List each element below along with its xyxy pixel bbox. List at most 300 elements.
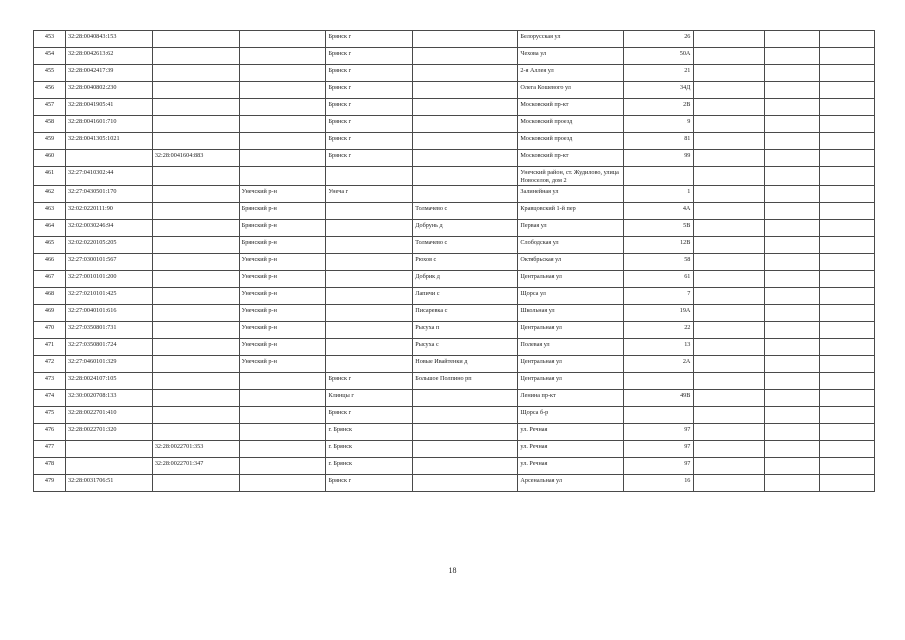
cell-house-number: 5В [623, 220, 694, 237]
cell-house-number: 4А [623, 203, 694, 220]
cell-extra-col-c [820, 441, 875, 458]
cell-settlement: Писаревка с [413, 305, 518, 322]
cell-cadastral-number: 32:28:0041601:710 [65, 116, 152, 133]
cell-extra-col-c [820, 373, 875, 390]
cell-city: Брянск г [326, 150, 413, 167]
cell-street: Московский проезд [518, 133, 623, 150]
cell-extra-col-c [820, 116, 875, 133]
cell-row-index: 453 [34, 31, 66, 48]
cell-street: Первая ул [518, 220, 623, 237]
cell-street: Щорса б-р [518, 407, 623, 424]
cell-linked-cadastral-number [152, 31, 239, 48]
cell-cadastral-number: 32:27:0040101:616 [65, 305, 152, 322]
cell-linked-cadastral-number [152, 322, 239, 339]
cell-district [239, 475, 326, 492]
cell-settlement [413, 48, 518, 65]
table-row [34, 99, 875, 116]
table-row [34, 288, 875, 305]
cell-extra-col-c [820, 31, 875, 48]
cell-settlement [413, 65, 518, 82]
cell-settlement [413, 31, 518, 48]
cell-extra-col-b [765, 150, 820, 167]
cell-district: Унечский р-н [239, 254, 326, 271]
cell-district [239, 407, 326, 424]
cell-extra-col-a [694, 390, 765, 407]
cell-cadastral-number: 32:27:0410302:44 [65, 167, 152, 186]
cell-district: Унечский р-н [239, 305, 326, 322]
cell-city [326, 322, 413, 339]
cell-settlement: Рысуха с [413, 339, 518, 356]
cell-extra-col-b [765, 356, 820, 373]
cell-cadastral-number: 32:28:0031706:51 [65, 475, 152, 492]
cell-settlement: Лапичи с [413, 288, 518, 305]
cell-city: Брянск г [326, 31, 413, 48]
cell-extra-col-b [765, 390, 820, 407]
cell-extra-col-b [765, 305, 820, 322]
cell-district [239, 424, 326, 441]
cell-row-index: 464 [34, 220, 66, 237]
table-row [34, 424, 875, 441]
cell-district [239, 390, 326, 407]
table-row [34, 220, 875, 237]
table-row [34, 82, 875, 99]
cell-district: Унечский р-н [239, 288, 326, 305]
cell-linked-cadastral-number: 32:28:0022701:353 [152, 441, 239, 458]
cell-extra-col-a [694, 424, 765, 441]
cell-cadastral-number: 32:27:0350801:731 [65, 322, 152, 339]
cell-cadastral-number: 32:28:0040802:230 [65, 82, 152, 99]
cell-linked-cadastral-number [152, 116, 239, 133]
cell-city [326, 271, 413, 288]
table-row [34, 254, 875, 271]
table-row [34, 186, 875, 203]
cell-settlement [413, 441, 518, 458]
cell-row-index: 466 [34, 254, 66, 271]
cell-city: Брянск г [326, 475, 413, 492]
cell-city [326, 356, 413, 373]
cell-row-index: 461 [34, 167, 66, 186]
cell-cadastral-number: 32:02:0220111:90 [65, 203, 152, 220]
table-row [34, 441, 875, 458]
cell-house-number: 58 [623, 254, 694, 271]
cell-row-index: 467 [34, 271, 66, 288]
cell-settlement [413, 424, 518, 441]
cell-extra-col-a [694, 441, 765, 458]
cell-settlement [413, 458, 518, 475]
cell-extra-col-c [820, 82, 875, 99]
table-row [34, 373, 875, 390]
cell-row-index: 460 [34, 150, 66, 167]
cell-house-number: 13 [623, 339, 694, 356]
cell-settlement [413, 150, 518, 167]
cell-street: Олега Кошевого ул [518, 82, 623, 99]
cell-house-number: 50А [623, 48, 694, 65]
cell-extra-col-a [694, 82, 765, 99]
cell-extra-col-c [820, 356, 875, 373]
cell-row-index: 465 [34, 237, 66, 254]
cell-extra-col-b [765, 220, 820, 237]
cell-extra-col-b [765, 475, 820, 492]
cell-linked-cadastral-number [152, 133, 239, 150]
cell-settlement [413, 407, 518, 424]
cell-extra-col-a [694, 150, 765, 167]
cell-linked-cadastral-number [152, 475, 239, 492]
cell-house-number: 34Д [623, 82, 694, 99]
cell-settlement: Толмачево с [413, 237, 518, 254]
cell-linked-cadastral-number [152, 254, 239, 271]
cell-district: Брянский р-н [239, 203, 326, 220]
cell-linked-cadastral-number [152, 65, 239, 82]
cell-extra-col-c [820, 271, 875, 288]
table-row [34, 237, 875, 254]
cell-city [326, 288, 413, 305]
cell-settlement [413, 390, 518, 407]
cell-house-number: 9 [623, 116, 694, 133]
cell-row-index: 456 [34, 82, 66, 99]
cell-house-number: 7 [623, 288, 694, 305]
cell-street: Полевая ул [518, 339, 623, 356]
cell-district [239, 31, 326, 48]
cell-city: Брянск г [326, 99, 413, 116]
cell-extra-col-a [694, 458, 765, 475]
table-row [34, 167, 875, 186]
cell-linked-cadastral-number [152, 220, 239, 237]
cell-house-number: 97 [623, 424, 694, 441]
cell-extra-col-b [765, 322, 820, 339]
cell-cadastral-number: 32:28:0022701:410 [65, 407, 152, 424]
cell-house-number: 26 [623, 31, 694, 48]
cell-house-number: 2А [623, 356, 694, 373]
cell-cadastral-number: 32:27:0460101:329 [65, 356, 152, 373]
cell-street: Белорусская ул [518, 31, 623, 48]
cell-city: г. Брянск [326, 424, 413, 441]
table-row [34, 271, 875, 288]
cell-street: ул. Речная [518, 424, 623, 441]
cell-street: Слободская ул [518, 237, 623, 254]
cell-settlement: Рысуха п [413, 322, 518, 339]
table-row [34, 390, 875, 407]
cell-city: Брянск г [326, 373, 413, 390]
cell-city: Брянск г [326, 65, 413, 82]
cell-linked-cadastral-number [152, 99, 239, 116]
cell-extra-col-c [820, 133, 875, 150]
cell-extra-col-c [820, 99, 875, 116]
table-body [34, 31, 875, 492]
cell-extra-col-b [765, 116, 820, 133]
cell-extra-col-a [694, 356, 765, 373]
cell-extra-col-c [820, 407, 875, 424]
cell-cadastral-number [65, 441, 152, 458]
cell-linked-cadastral-number [152, 203, 239, 220]
cell-linked-cadastral-number [152, 339, 239, 356]
table-row [34, 356, 875, 373]
table-row [34, 48, 875, 65]
cell-district [239, 99, 326, 116]
cell-extra-col-c [820, 424, 875, 441]
property-table [33, 30, 875, 492]
cell-extra-col-c [820, 390, 875, 407]
cell-street: Московский пр-кт [518, 150, 623, 167]
cell-extra-col-b [765, 99, 820, 116]
cell-extra-col-a [694, 116, 765, 133]
cell-street: Школьная ул [518, 305, 623, 322]
cell-settlement: Большое Полпино рп [413, 373, 518, 390]
cell-street: Чехова ул [518, 48, 623, 65]
cell-linked-cadastral-number [152, 167, 239, 186]
cell-district [239, 82, 326, 99]
cell-extra-col-a [694, 186, 765, 203]
cell-city [326, 237, 413, 254]
cell-row-index: 462 [34, 186, 66, 203]
cell-house-number: 61 [623, 271, 694, 288]
cell-extra-col-c [820, 237, 875, 254]
cell-extra-col-a [694, 373, 765, 390]
cell-district [239, 48, 326, 65]
cell-extra-col-a [694, 65, 765, 82]
table-row [34, 305, 875, 322]
cell-city [326, 220, 413, 237]
cell-extra-col-a [694, 31, 765, 48]
cell-settlement [413, 116, 518, 133]
cell-extra-col-a [694, 48, 765, 65]
table-row [34, 31, 875, 48]
cell-extra-col-b [765, 82, 820, 99]
cell-house-number: 99 [623, 150, 694, 167]
cell-linked-cadastral-number [152, 373, 239, 390]
cell-row-index: 475 [34, 407, 66, 424]
cell-extra-col-a [694, 288, 765, 305]
cell-cadastral-number: 32:27:0300101:567 [65, 254, 152, 271]
cell-cadastral-number [65, 150, 152, 167]
cell-street: Центральная ул [518, 322, 623, 339]
cell-row-index: 478 [34, 458, 66, 475]
cell-cadastral-number: 32:27:0430501:170 [65, 186, 152, 203]
table-row [34, 65, 875, 82]
cell-extra-col-b [765, 458, 820, 475]
cell-city: г. Брянск [326, 441, 413, 458]
cell-city: Брянск г [326, 407, 413, 424]
cell-house-number: 97 [623, 458, 694, 475]
cell-linked-cadastral-number: 32:28:0041604:883 [152, 150, 239, 167]
cell-linked-cadastral-number [152, 186, 239, 203]
cell-district [239, 458, 326, 475]
cell-row-index: 459 [34, 133, 66, 150]
cell-district [239, 133, 326, 150]
cell-city: Брянск г [326, 48, 413, 65]
cell-extra-col-c [820, 339, 875, 356]
cell-extra-col-b [765, 186, 820, 203]
cell-cadastral-number: 32:28:0022701:320 [65, 424, 152, 441]
cell-extra-col-c [820, 150, 875, 167]
cell-extra-col-b [765, 407, 820, 424]
cell-extra-col-c [820, 48, 875, 65]
cell-house-number: 49В [623, 390, 694, 407]
cell-row-index: 477 [34, 441, 66, 458]
cell-district [239, 441, 326, 458]
cell-extra-col-b [765, 48, 820, 65]
cell-settlement: Добрунь д [413, 220, 518, 237]
cell-extra-col-c [820, 475, 875, 492]
cell-settlement [413, 186, 518, 203]
cell-linked-cadastral-number [152, 407, 239, 424]
cell-settlement [413, 133, 518, 150]
cell-extra-col-a [694, 254, 765, 271]
cell-linked-cadastral-number [152, 82, 239, 99]
cell-street: Московский пр-кт [518, 99, 623, 116]
cell-settlement [413, 475, 518, 492]
cell-extra-col-c [820, 254, 875, 271]
cell-house-number [623, 373, 694, 390]
cell-extra-col-b [765, 133, 820, 150]
cell-cadastral-number: 32:30:0020708:133 [65, 390, 152, 407]
cell-linked-cadastral-number [152, 237, 239, 254]
cell-linked-cadastral-number [152, 356, 239, 373]
cell-cadastral-number: 32:27:0210101:425 [65, 288, 152, 305]
cell-extra-col-c [820, 203, 875, 220]
cell-extra-col-a [694, 305, 765, 322]
cell-street: Кравцовский 1-й пер [518, 203, 623, 220]
cell-row-index: 471 [34, 339, 66, 356]
cell-city [326, 203, 413, 220]
cell-district [239, 65, 326, 82]
cell-city [326, 339, 413, 356]
table-row [34, 203, 875, 220]
cell-extra-col-b [765, 31, 820, 48]
cell-linked-cadastral-number [152, 288, 239, 305]
cell-row-index: 454 [34, 48, 66, 65]
cell-linked-cadastral-number [152, 424, 239, 441]
cell-district [239, 150, 326, 167]
cell-extra-col-c [820, 458, 875, 475]
cell-settlement: Новые Ивайтенки д [413, 356, 518, 373]
cell-extra-col-a [694, 167, 765, 186]
cell-linked-cadastral-number [152, 48, 239, 65]
cell-house-number: 2В [623, 99, 694, 116]
cell-street: Унечский район, ст. Жудилово, улица Новоселов, дом 2 [518, 167, 623, 186]
cell-extra-col-b [765, 65, 820, 82]
cell-street: Залинейная ул [518, 186, 623, 203]
cell-district: Унечский р-н [239, 186, 326, 203]
cell-street: 2-я Аллея ул [518, 65, 623, 82]
cell-row-index: 472 [34, 356, 66, 373]
cell-row-index: 463 [34, 203, 66, 220]
cell-house-number: 21 [623, 65, 694, 82]
cell-row-index: 469 [34, 305, 66, 322]
cell-row-index: 468 [34, 288, 66, 305]
cell-extra-col-a [694, 99, 765, 116]
cell-city: г. Брянск [326, 458, 413, 475]
cell-cadastral-number: 32:28:0040843:153 [65, 31, 152, 48]
cell-district: Унечский р-н [239, 271, 326, 288]
cell-extra-col-a [694, 271, 765, 288]
cell-cadastral-number: 32:28:0042417:39 [65, 65, 152, 82]
cell-extra-col-a [694, 475, 765, 492]
cell-cadastral-number: 32:02:0030246:94 [65, 220, 152, 237]
table-row [34, 339, 875, 356]
cell-cadastral-number: 32:28:0041905:41 [65, 99, 152, 116]
cell-extra-col-b [765, 254, 820, 271]
table-row [34, 458, 875, 475]
cell-extra-col-a [694, 407, 765, 424]
cell-district: Унечский р-н [239, 322, 326, 339]
cell-street: ул. Речная [518, 441, 623, 458]
cell-extra-col-a [694, 220, 765, 237]
cell-extra-col-a [694, 322, 765, 339]
cell-city: Брянск г [326, 82, 413, 99]
cell-extra-col-c [820, 322, 875, 339]
cell-extra-col-c [820, 305, 875, 322]
cell-extra-col-a [694, 237, 765, 254]
cell-city [326, 254, 413, 271]
cell-district: Брянский р-н [239, 220, 326, 237]
cell-row-index: 457 [34, 99, 66, 116]
cell-house-number: 12В [623, 237, 694, 254]
cell-extra-col-a [694, 203, 765, 220]
cell-house-number: 19А [623, 305, 694, 322]
cell-extra-col-b [765, 203, 820, 220]
cell-settlement [413, 82, 518, 99]
cell-street: Октябрьская ул [518, 254, 623, 271]
cell-extra-col-a [694, 133, 765, 150]
cell-settlement [413, 99, 518, 116]
cell-settlement: Толмачево с [413, 203, 518, 220]
cell-house-number: 16 [623, 475, 694, 492]
cell-extra-col-b [765, 271, 820, 288]
cell-extra-col-b [765, 441, 820, 458]
cell-extra-col-b [765, 237, 820, 254]
cell-district [239, 167, 326, 186]
cell-house-number: 97 [623, 441, 694, 458]
cell-cadastral-number [65, 458, 152, 475]
cell-extra-col-c [820, 167, 875, 186]
table-row [34, 116, 875, 133]
cell-row-index: 473 [34, 373, 66, 390]
table-row [34, 322, 875, 339]
cell-city: Брянск г [326, 133, 413, 150]
cell-house-number: 1 [623, 186, 694, 203]
cell-street: Щорса ул [518, 288, 623, 305]
table-row [34, 407, 875, 424]
cell-street: Центральная ул [518, 373, 623, 390]
cell-district: Унечский р-н [239, 356, 326, 373]
cell-extra-col-a [694, 339, 765, 356]
cell-row-index: 458 [34, 116, 66, 133]
cell-settlement: Добрик д [413, 271, 518, 288]
cell-row-index: 455 [34, 65, 66, 82]
cell-street: Центральная ул [518, 271, 623, 288]
cell-street: Арсенальная ул [518, 475, 623, 492]
cell-cadastral-number: 32:02:0220105:205 [65, 237, 152, 254]
cell-row-index: 476 [34, 424, 66, 441]
cell-district [239, 373, 326, 390]
cell-row-index: 479 [34, 475, 66, 492]
cell-city: Брянск г [326, 116, 413, 133]
cell-row-index: 470 [34, 322, 66, 339]
cell-street: ул. Речная [518, 458, 623, 475]
cell-street: Центральная ул [518, 356, 623, 373]
cell-linked-cadastral-number [152, 271, 239, 288]
cell-extra-col-c [820, 288, 875, 305]
cell-cadastral-number: 32:27:0350801:724 [65, 339, 152, 356]
cell-street: Московский проезд [518, 116, 623, 133]
cell-city: Клинцы г [326, 390, 413, 407]
cell-house-number: 81 [623, 133, 694, 150]
cell-cadastral-number: 32:28:0041305:1021 [65, 133, 152, 150]
cell-extra-col-b [765, 373, 820, 390]
table-row [34, 475, 875, 492]
cell-settlement [413, 167, 518, 186]
cell-linked-cadastral-number: 32:28:0022701:347 [152, 458, 239, 475]
